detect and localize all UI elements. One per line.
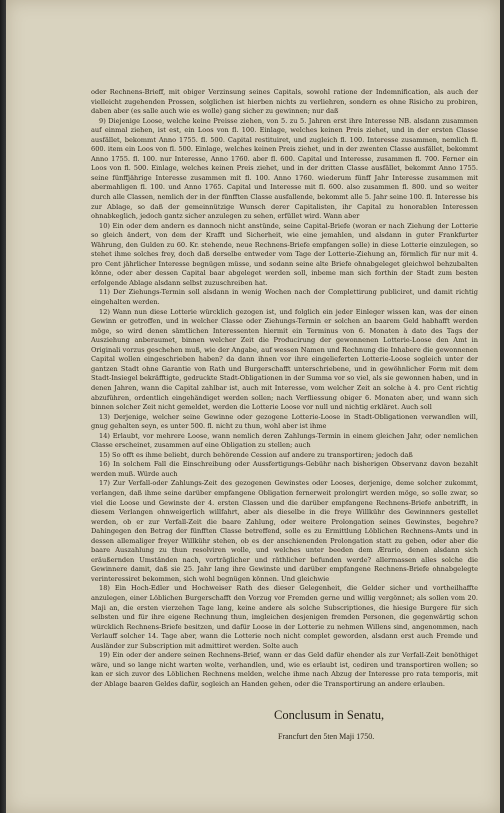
- conclusum-heading: Conclusum in Senatu,: [274, 708, 385, 722]
- paragraph: 18) Ein Hoch-Edler und Hochweiser Rath des dieser Gelegenheit, die Gelder sicher und vortheilhaffte anzulegen, einer Löblichen Burgerschafft den Vorzug vor Fremden gerne und willig vergönnet; als sollen vom 20. Maji an, die ersten vierzehen Tage lang, keine andere als solche Subscriptiones, die hiesige Burgere für sich selbsten und für ihre eigene Rechnung thun, imgleichen desjenigen fremden Personen, die gegenwärtig schon würcklich Rechnens-Briefe besitzen, und dafür Loose in der Lotterie zu nehmen Willens sind, angenommen, nach Verlauff solcher 14. Tage aber, wann die Lotterie noch nicht complet geworden, alsdann erst auch Fremde und Ausländer zur Subscription mit admittiret werden. Solte auch: [91, 584, 478, 650]
- paragraph: 17) Zur Verfall-oder Zahlungs-Zeit des gezogenen Gewinstes oder Looses, derjenige, deme solcher zukommt, verlangen, daß ihme seine darüber empfangene Obligation fernerweit prolongirt werden möge, so solle zwar, so viel die Loose und Gewinste der 4. ersten Classen und die darüber empfangene Rechnens-Briefe anbetrifft, in diesem Verlangen ohnweigerlich willfahrt, aber als dieselbe in die freye Willkühr des Gewinnners gestellet werden, ob er zur Verfall-Zeit die baare Zahlung, oder weitere Prolongation seines Gewinstes, begehre? Dahingegen den Betrag der fünfften Classe betreffend, solle es zu Ermittlung Löblichen Rechnens-Amts und in dessen allemaliger freyer Willkühr stehen, ob es der anschienenden Prolongation statt zu geben, oder aber die baare Auszahlung zu thun resolviren wolle, und welches unter beeden dem Ærario, denen alsdann sich eräußernden Umständen nach, vorträglicher und räthlicher befunden werde? allermassen alles solche die Gewinnere damit, daß sie 25. Jahr lang ihre Gewinste und darüber empfangene Rechnens-Briefe ohnabgelegte verinteressiret bekommen, sich wohl begnügen können. Und gleichwie: [91, 479, 478, 583]
- paragraph: 15) So offt es ihme beliebt, durch behörende Cession auf andere zu transportiren; jedoch daß: [99, 450, 413, 459]
- paragraph: 19) Ein oder der andere seinen Rechnens-Brief, wann er das Geld dafür ehender als zur Verfall-Zeit benöthiget wäre, und so lange nicht warten wolte, verhandlen, und, wie es erlaubt ist, cediren und transportiren wollen; so kan er sich zuvor des Löblichen Rechnens melden, welche ihme nach Abzug der Interesse pro rata temporis, mit der Ablage baaren Geldes dafür, sogleich an Handen gehen, oder die Transportirung an andere erlauben.: [91, 651, 478, 688]
- paragraph: oder Rechnens-Brieff, mit obiger Verzinsung seines Capitals, sowohl ratione der Indemnification, als auch der vielleicht zugehenden Prossen, solglichen ist hierben nichts zu verliehren, sondern es ohne Risicho zu probiren, daben aber (es salle auch wie es wolle) gang sicher zu gewinnen; nur daß: [91, 88, 478, 116]
- body-text: [91, 88, 478, 689]
- paragraph: 12) Wann nun diese Lotterie würcklich gezogen ist, und folglich ein jeder Einleger wissen kan, was der einen Gewinn er getroffen, und in welcher Classe oder Ziehungs-Termin er solchen an baarem Geld habhafft werden möge, so wird denen sämtlichen Interessenten hiermit ein Terminus von 6. Monaten à dato des Tags der Ausziehung anberaumet, binnen welcher Zeit die Producirung der gewonnenen Lotterie-Loose den Amt in Originali vorzus geschehen muß, wie der Angabe, auf wessen Namen und Rechnung die Inhabere die gewonnenen Capital wollen eingeschrieben haben? da dann ihnen vor ihre eingelieferten Lotterie-Loose sogleich unter der gantzen Stadt ohne Garantie von Rath und Burgerschafft unterschriebene, und in gewöhnlicher Form mit dem Stadt-Insiegel bekräfftigte, gedruckte Stadt-Obligationen in der Summa vor so viel, als sie gewonnen haben, und in denen Jahren, wann die Capital zahlbar ist, auch mit Interesse, vom welcher Zeit an solche à 4. pro Cent richtig abzuführen, ordentlich eingehändiget werden sollen; nach Verfliessung obiger 6. Monaten aber, und wann sich binnen solcher Zeit nicht gemeldet, werden die Lotterie Loose vor null und nichtig erkläret. Auch soll: [91, 307, 478, 412]
- document-page: [6, 0, 500, 813]
- paragraph: 16) In solchem Fall die Einschreibung oder Aussfertigungs-Gebühr nach bisherigen Observanz davon bezahlt werden muß. Würde auch: [91, 460, 478, 478]
- paragraph: 13) Derjenige, welcher seine Gewinne oder gezogene Lotterie-Loose in Stadt-Obligationen verwandlen will, gnug gehalten seyn, es unter 500. fl. nicht zu thun, wohl aber ist ihme: [91, 412, 478, 431]
- paragraph: 10) Ein oder dem andern es dannoch nicht anstünde, seine Capital-Briefe (woran er nach Ziehung der Lotterie so gleich ändert, von dem der Krafft und Sicherheit, wie eine jemahlen, und alsdann in guter Frankfurter Währung, den Gulden zu 60. Kr. stehende, neue Rechnens-Briefe empfangen solle) in diese Lotterie einzulegen, so stehet ihme solches frey, doch daß derselbe entweder vom Tage der Lotterie-Ziehung an, förmlich für nur mit 4. pro Cent jährlicher Interesse begnügen müsse, und sodann seine alte Briefe ohnabgeleget gleichwol behzubalten könne, oder aber dessen Capital baar abgeleget werden soll, inbeme man sich forthin der Stadt zum besten erfolgende Ablage alsdann selbst zuzuschreiben hat.: [91, 221, 478, 287]
- paragraph: 14) Erlaubt, vor mehrere Loose, wann nemlich deren Zahlungs-Termin in einem gleichen Jahr, oder nemlichen Classe erscheinet, zusammen auf eine Obligation zu stellen; auch: [91, 431, 478, 450]
- date-line: Francfurt den 5ten Maji 1750.: [278, 732, 375, 741]
- paragraph: 9) Diejenige Loose, welche keine Preisse ziehen, von 5. zu 5. Jahren erst ihre Interesse NB. alsdann zusammen auf einmal ziehen, ist est, ein Loos von fl. 100. Einlage, welches keinen Preis ziehet, und in der ersten Classe ausfället, bekommt Anno 1755. fl. 500. Capital restituiret, und zugleich fl. 100. Interesse zusammen, nemlich fl. 600. item ein Loos von fl. 500. Einlage, welches keinen Preis ziehet, und in der zwenten Classe ausfället, bekommt Anno 1755. fl. 100. nur Interesse, Anno 1760. aber fl. 600. Capital und Interesse, zusammen fl. 700. Ferner ein Loos von fl. 500. Einlage, welches keinen Preis ziehet, und in der dritten Classe ausfället, bekommt Anno 1755. seine fünffjährige Interesse zusammen mit fl. 100. Anno 1760. wiederum fünff Jahr Interesse zusammen mit abermahligen fl. 100. und Anno 1765. Capital und Interesse mit fl. 600. also zusammen fl. 800. und so weiter durch alle Classen, nemlich der in der fünfften Classe ausfallende, bekommt alle 5. Jahr seine 100. fl. Interesse bis zur Ablage, so daß der gemeinnützige Wunsch derer Capitalisten, ihr Capital zu honorablen Interessen ohnabkeglich, jedoch gantz sicher anzulegen zu sehen, erfüllet wird. Wann aber: [91, 116, 478, 221]
- paragraph: 11) Der Ziehungs-Termin soll alsdann in wenig Wochen nach der Complettirung publiciret, und damit richtig eingehalten werden.: [91, 288, 478, 307]
